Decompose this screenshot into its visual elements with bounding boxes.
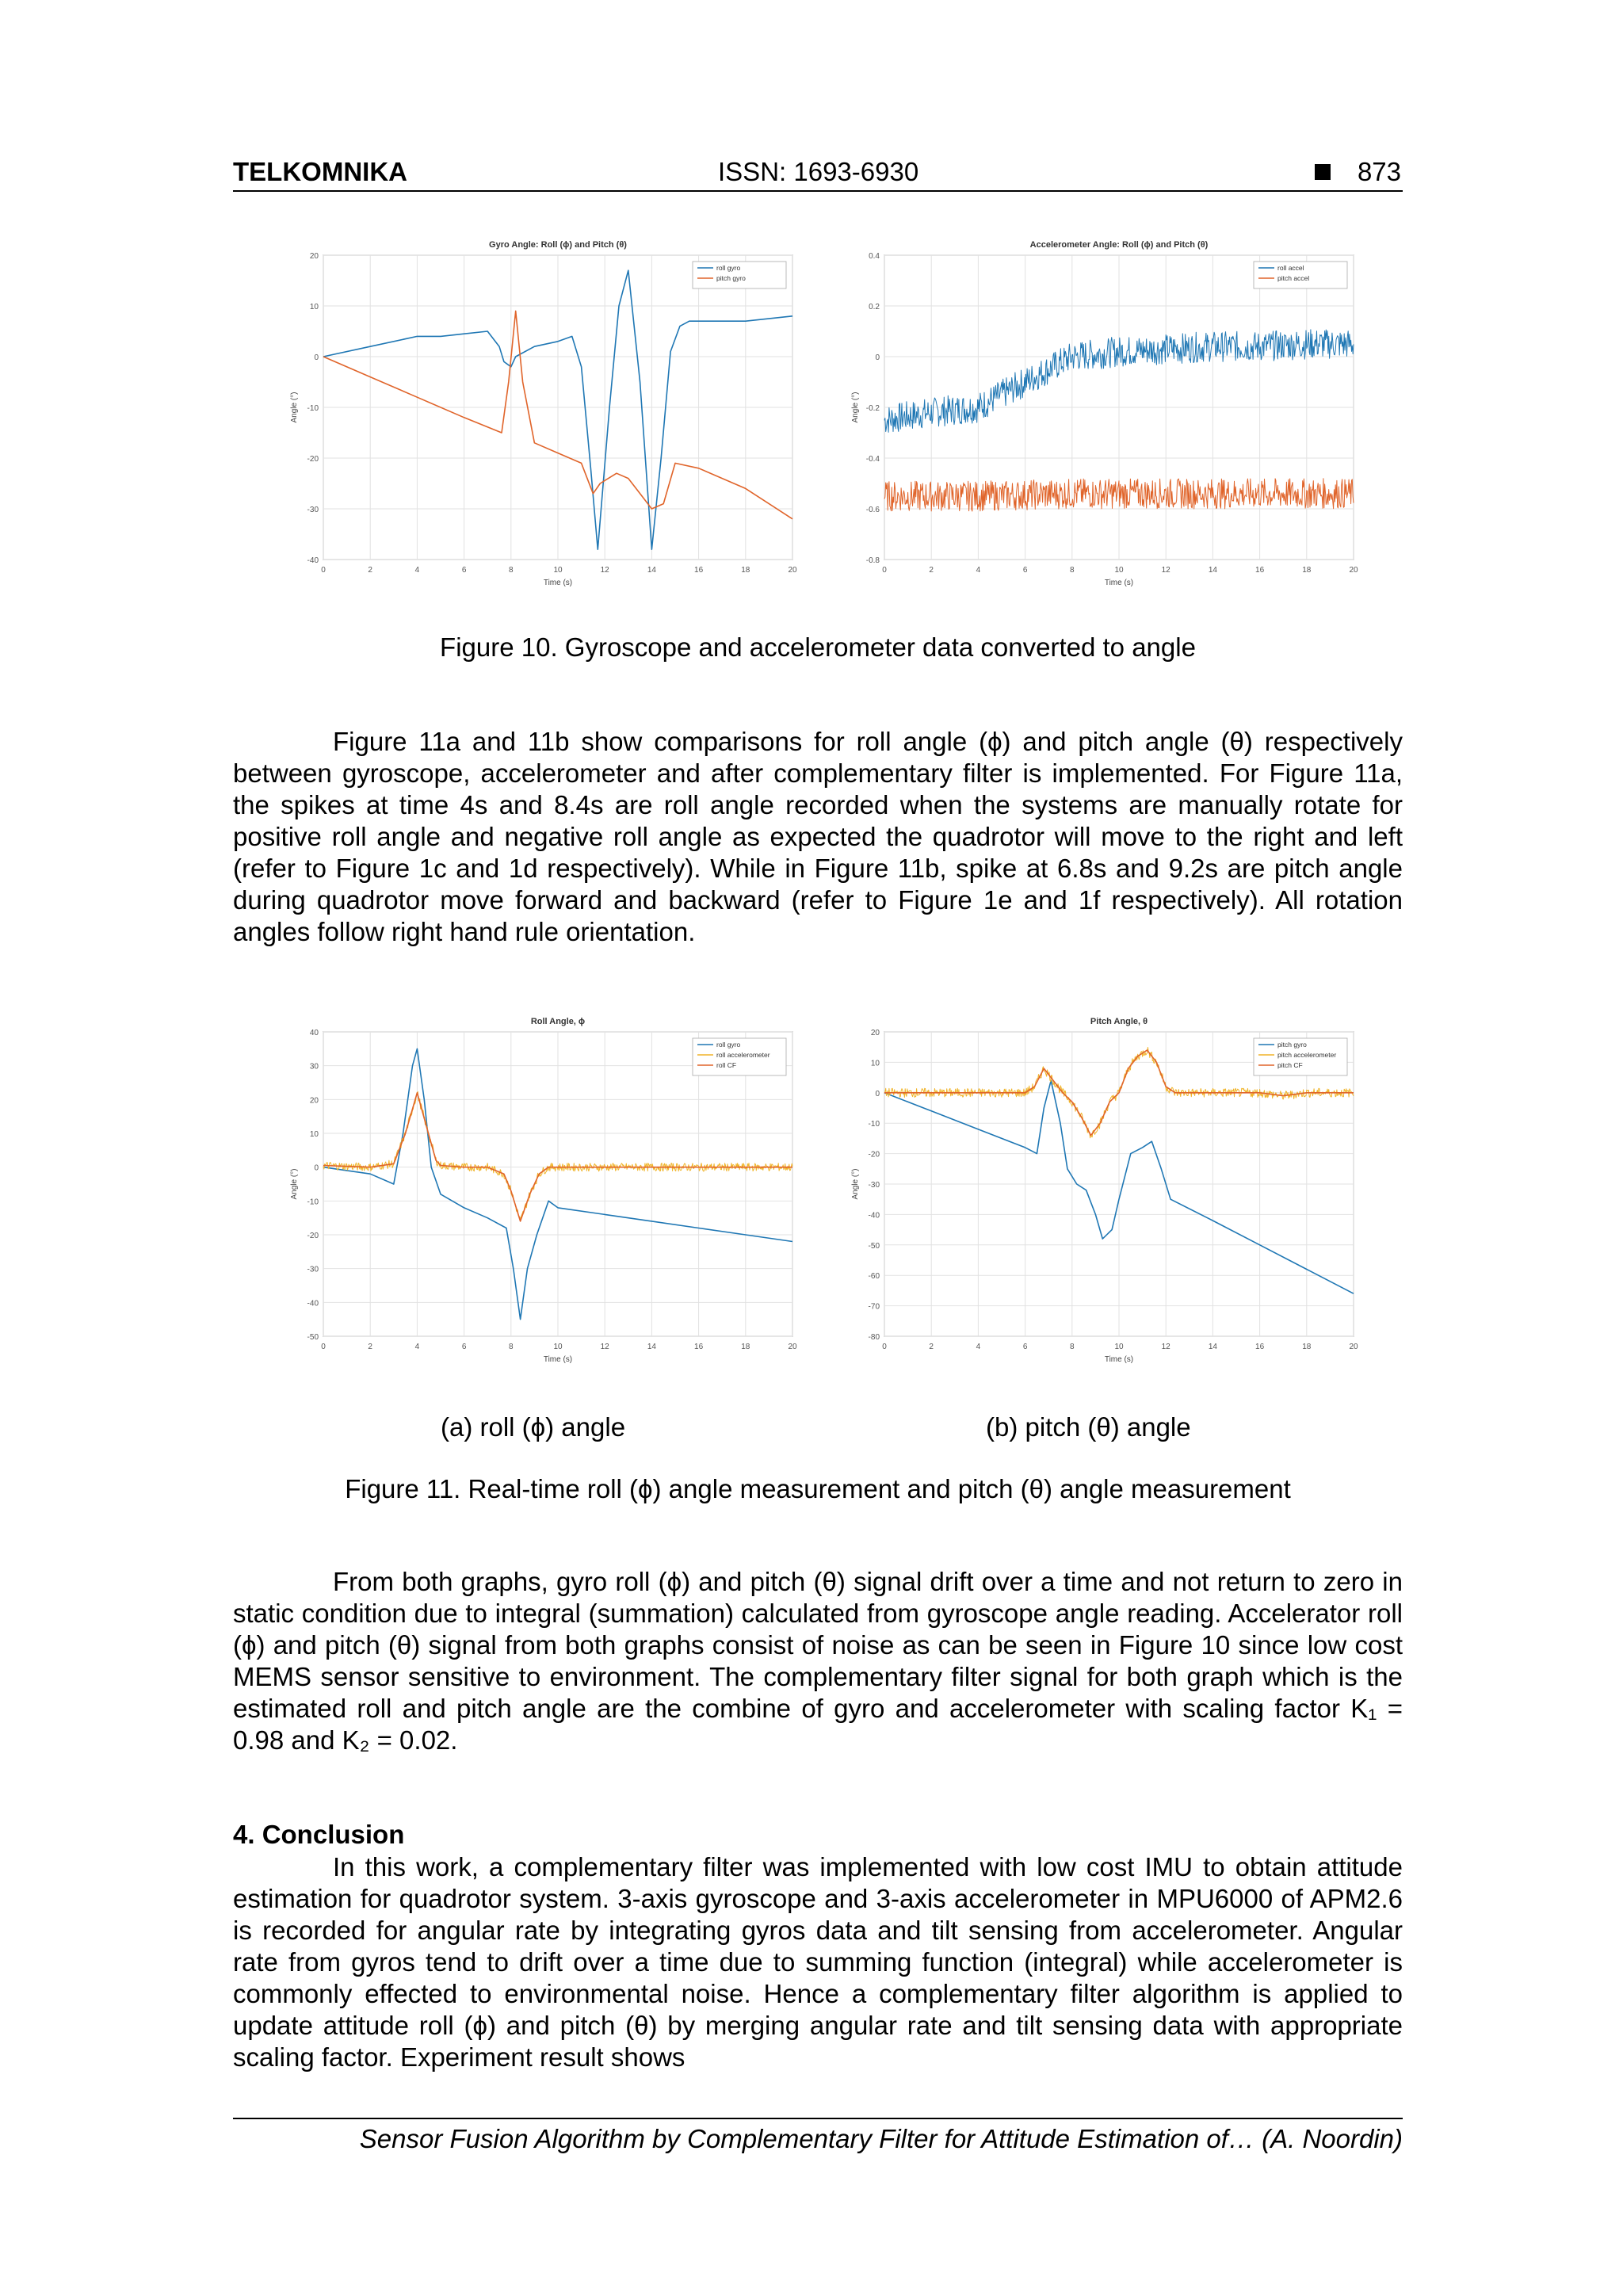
y-tick-label: 30 — [309, 1062, 319, 1072]
x-axis-label: Time (s) — [543, 1355, 573, 1364]
y-tick-label: -70 — [868, 1302, 880, 1312]
x-tick-label: 18 — [1302, 1343, 1312, 1351]
paragraph-2: From both graphs, gyro roll (ϕ) and pitch (θ) signal drift over a time and not return to zero in static condition due to integral (summation) calculated from gyroscope angle reading. Accelerator roll (ϕ) and pitch (θ) signal from both graphs consist of noise as can be seen in Figure 10 since low cost MEMS sensor sensitive to environment. The complementary filter signal for both graph which is the estimated roll and pitch angle are the combine of gyro and accelerometer with scaling factor K₁ = 0.98 and K₂ = 0.02. — [233, 1567, 1403, 1755]
y-axis-label: Angle (°) — [290, 392, 299, 423]
y-tick-label: 0.2 — [869, 303, 880, 311]
y-tick-label: -20 — [307, 1232, 319, 1240]
square-bullet-icon — [1315, 164, 1331, 180]
x-tick-label: 14 — [1208, 1343, 1217, 1351]
x-axis-label: Time (s) — [1104, 579, 1134, 587]
x-tick-label: 10 — [1114, 566, 1124, 575]
chart-title: Gyro Angle: Roll (ϕ) and Pitch (θ) — [489, 240, 627, 250]
legend-label: roll accelerometer — [716, 1051, 770, 1059]
x-tick-label: 12 — [1161, 1343, 1170, 1351]
y-tick-label: -10 — [307, 1198, 319, 1207]
x-tick-label: 14 — [1208, 566, 1217, 575]
legend-label: roll accel — [1277, 264, 1304, 272]
x-tick-label: 18 — [741, 566, 750, 575]
y-axis-label: Angle (°) — [851, 1168, 860, 1200]
x-tick-label: 0 — [882, 1343, 887, 1351]
footer-text: Sensor Fusion Algorithm by Complementary Filter for Attitude Estimation of… (A. Noordin) — [359, 2124, 1403, 2153]
y-tick-label: 0 — [314, 353, 319, 362]
x-tick-label: 20 — [788, 1343, 797, 1351]
x-tick-label: 8 — [509, 566, 514, 575]
y-tick-label: -30 — [868, 1181, 880, 1190]
y-tick-label: -50 — [307, 1333, 319, 1342]
y-tick-label: -80 — [868, 1333, 880, 1342]
y-tick-label: -40 — [868, 1211, 880, 1221]
y-tick-label: 20 — [309, 1096, 319, 1106]
y-axis-label: Angle (°) — [290, 1168, 299, 1200]
x-axis-label: Time (s) — [1104, 1355, 1134, 1364]
y-tick-label: -10 — [307, 404, 319, 413]
chart-title: Accelerometer Angle: Roll (ϕ) and Pitch (θ) — [1029, 240, 1209, 250]
x-tick-label: 16 — [694, 1343, 704, 1351]
y-tick-label: 40 — [309, 1029, 319, 1037]
y-tick-label: -0.8 — [865, 556, 880, 565]
x-tick-label: 12 — [1161, 566, 1170, 575]
legend-label: roll CF — [716, 1061, 737, 1069]
journal-name: TELKOMNIKA — [233, 157, 407, 186]
x-tick-label: 2 — [368, 566, 372, 575]
x-tick-label: 16 — [1255, 1343, 1265, 1351]
y-tick-label: 0.4 — [869, 252, 880, 261]
x-tick-label: 18 — [1302, 566, 1312, 575]
page-number-box — [1315, 157, 1401, 187]
x-tick-label: 8 — [1070, 1343, 1075, 1351]
legend-label: roll gyro — [716, 1041, 741, 1049]
y-tick-label: -0.6 — [865, 506, 880, 514]
page-footer — [233, 2118, 1403, 2154]
y-tick-label: -0.2 — [865, 404, 880, 413]
x-tick-label: 4 — [976, 1343, 981, 1351]
y-tick-label: 0 — [875, 353, 880, 362]
y-tick-label: -50 — [868, 1241, 880, 1251]
legend-label: pitch accel — [1277, 274, 1310, 282]
x-tick-label: 14 — [647, 566, 656, 575]
y-tick-label: -60 — [868, 1272, 880, 1282]
x-tick-label: 2 — [368, 1343, 372, 1351]
x-tick-label: 4 — [414, 1343, 420, 1351]
legend-label: pitch CF — [1277, 1061, 1303, 1069]
y-tick-label: -10 — [868, 1120, 880, 1129]
figure-11-caption: Figure 11. Real-time roll (ϕ) angle measurement and pitch (θ) angle measurement — [345, 1474, 1291, 1503]
subcaption-a: (a) roll (ϕ) angle — [441, 1412, 626, 1442]
x-tick-label: 12 — [600, 566, 609, 575]
x-tick-label: 10 — [1114, 1343, 1124, 1351]
issn: ISSN: 1693-6930 — [718, 157, 919, 186]
y-tick-label: 20 — [870, 1029, 880, 1037]
x-tick-label: 20 — [1349, 566, 1358, 575]
paragraph-1: Figure 11a and 11b show comparisons for roll angle (ϕ) and pitch angle (θ) respectively between gyroscope, accelerometer and after complementary filter is implemented. For Figure 11a, the spikes at time 4s and 8.4s are roll angle recorded when the systems are manually rotate for positive roll angle and negative roll angle as expected the quadrotor will move to the right and left (refer to Figure 1c and 1d respectively). While in Figure 11b, spike at 6.8s and 9.2s are pitch angle during quadrotor move forward and backward (refer to Figure 1e and 1f respectively). All rotation angles follow right hand rule orientation. — [233, 727, 1403, 946]
x-tick-label: 0 — [321, 1343, 326, 1351]
x-tick-label: 8 — [1070, 566, 1075, 575]
chart-title: Roll Angle, ϕ — [530, 1017, 586, 1026]
gyro-angle-chart — [285, 238, 808, 602]
y-tick-label: -20 — [307, 455, 319, 464]
x-tick-label: 12 — [600, 1343, 609, 1351]
x-tick-label: 6 — [461, 1343, 467, 1351]
paragraph-3: In this work, a complementary filter was implemented with low cost IMU to obtain attitude estimation for quadrotor system. 3-axis gyroscope and 3-axis accelerometer in MPU6000 of APM2.6 is recorded for angular rate by integrating gyros data and tilt sensing from accelerometer. Angular rate from gyros tend to drift over a time due to summing function (integral) while accelerometer is commonly effected to environmental noise. Hence a complementary filter algorithm is applied to update attitude roll (ϕ) and pitch (θ) by merging angular rate and tilt sensing data with appropriate scaling factor. Experiment result shows — [233, 1852, 1403, 2072]
y-axis-label: Angle (°) — [851, 392, 860, 423]
x-tick-label: 0 — [321, 566, 326, 575]
legend-label: pitch accelerometer — [1277, 1051, 1337, 1059]
legend-label: pitch gyro — [1277, 1041, 1307, 1049]
y-tick-label: 10 — [309, 303, 319, 311]
y-tick-label: -30 — [307, 1265, 319, 1274]
x-tick-label: 0 — [882, 566, 887, 575]
y-tick-label: 10 — [309, 1130, 319, 1139]
legend-label: roll gyro — [716, 264, 741, 272]
x-tick-label: 6 — [1022, 1343, 1028, 1351]
subcaption-b: (b) pitch (θ) angle — [986, 1412, 1191, 1442]
x-tick-label: 20 — [1349, 1343, 1358, 1351]
pitch-angle-chart — [846, 1014, 1369, 1379]
x-tick-label: 2 — [929, 566, 934, 575]
x-tick-label: 4 — [976, 566, 981, 575]
y-tick-label: 10 — [870, 1059, 880, 1068]
x-tick-label: 4 — [414, 566, 420, 575]
x-tick-label: 16 — [1255, 566, 1265, 575]
section-heading: 4. Conclusion — [233, 1820, 405, 1849]
x-axis-label: Time (s) — [543, 579, 573, 587]
chart-title: Pitch Angle, θ — [1090, 1017, 1148, 1026]
roll-angle-chart — [285, 1014, 808, 1379]
x-tick-label: 16 — [694, 566, 704, 575]
x-tick-label: 2 — [929, 1343, 934, 1351]
y-tick-label: -40 — [307, 556, 319, 565]
page-number: 873 — [1357, 157, 1401, 186]
x-tick-label: 8 — [509, 1343, 514, 1351]
x-tick-label: 18 — [741, 1343, 750, 1351]
y-tick-label: 0 — [314, 1163, 319, 1173]
y-tick-label: -30 — [307, 506, 319, 514]
y-tick-label: -20 — [868, 1150, 880, 1159]
x-tick-label: 20 — [788, 566, 797, 575]
x-tick-label: 6 — [1022, 566, 1028, 575]
y-tick-label: -40 — [307, 1299, 319, 1308]
y-tick-label: 20 — [309, 252, 319, 261]
y-tick-label: 0 — [875, 1089, 880, 1098]
x-tick-label: 10 — [553, 1343, 563, 1351]
legend-label: pitch gyro — [716, 274, 746, 282]
x-tick-label: 6 — [461, 566, 467, 575]
x-tick-label: 14 — [647, 1343, 656, 1351]
accel-angle-chart — [846, 238, 1369, 602]
page-header — [233, 155, 1403, 192]
figure-10-caption: Figure 10. Gyroscope and accelerometer data converted to angle — [440, 632, 1196, 662]
x-tick-label: 10 — [553, 566, 563, 575]
y-tick-label: -0.4 — [865, 455, 880, 464]
